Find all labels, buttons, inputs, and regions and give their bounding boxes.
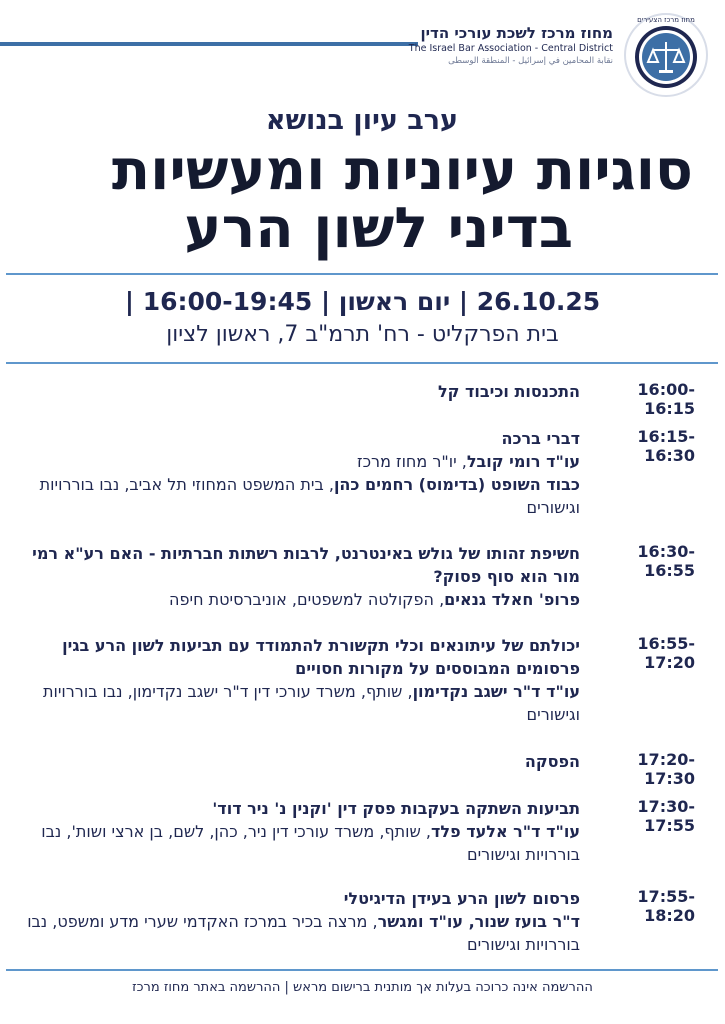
session-time: 16:30-16:55 — [637, 542, 695, 580]
speaker-name: פרופ' חאלד גנאים — [444, 590, 580, 609]
speaker-name: ד"ר בועז שנור, עו"ד ומגשר — [377, 912, 580, 931]
speaker-name: עו"ד ד"ר אלעד פלד — [431, 822, 580, 841]
speaker-line — [25, 820, 580, 866]
speaker-affiliation: , מרצה בכיר במרכז האקדמי שערי מדע ומשפט, נבו בוררויות וגישורים — [27, 912, 580, 954]
session-topic: יכולתם של עיתונאים וכלי תקשורת להתמודד עם תביעות לשון הרע בגין פרסומים המבוססים על מקורות חסויים — [62, 636, 580, 678]
session-topic: פרסום לשון הרע בעידן הדיגיטלי — [343, 889, 580, 908]
speaker-name: עו"ד ד"ר ישגב נקדימון — [412, 682, 580, 701]
event-eyebrow: ערב עיון בנושא — [265, 105, 458, 136]
speaker-line — [25, 450, 580, 473]
speaker-affiliation: , הפקולטה למשפטים, אוניברסיטת חיפה — [169, 590, 445, 609]
speaker-affiliation: , שותף, משרד עורכי דין ניר, כהן, לשם, בן ארצי ושות', נבו בוררויות וגישורים — [41, 822, 580, 864]
speaker-name: עו"ד רומי קובל — [466, 452, 580, 471]
session-time: 16:15-16:30 — [637, 427, 695, 465]
event-venue: בית הפרקליט - רח' תרמ"ב 7, ראשון לציון — [166, 322, 559, 347]
agenda-item — [25, 797, 695, 866]
speaker-line — [25, 588, 580, 611]
speaker-affiliation: , יו"ר מחוז מרכז — [357, 452, 467, 471]
session-time: 16:55-17:20 — [637, 634, 695, 672]
event-title-line2: בדיני לשון הרע — [184, 196, 573, 261]
logo-lettering: מחוז מרכז הצעירים — [637, 16, 695, 24]
session-time: 17:20-17:30 — [637, 750, 695, 788]
agenda-item — [25, 427, 695, 519]
agenda-item — [25, 887, 695, 956]
session-topic: דברי ברכה — [501, 429, 580, 448]
speaker-line — [25, 680, 580, 726]
speaker-affiliation: , בית המשפט המחוזי תל אביב, נבו בוררויות וגישורים — [39, 475, 580, 517]
session-topic: התכנסות וכיבוד קל — [437, 382, 580, 401]
divider-bottom — [6, 969, 718, 971]
registration-note: ההרשמה אינה כרוכה בעלות אך מותנית ברישום מראש | ההרשמה באתר מחוז מרכז — [132, 980, 593, 995]
agenda-item — [25, 750, 695, 788]
org-name-block — [409, 24, 613, 67]
org-name-hebrew: מחוז מרכז לשכת עורכי הדין — [420, 24, 613, 42]
org-name-english: The Israel Bar Association - Central District — [408, 43, 613, 54]
session-time: 17:55-18:20 — [637, 887, 695, 925]
event-dateline: 26.10.25 | יום ראשון | 16:00-19:45 | — [124, 287, 601, 316]
event-title-line1: סוגיות עיוניות ומעשיות — [111, 138, 693, 203]
speaker-line — [25, 910, 580, 956]
top-bar — [0, 0, 725, 70]
speaker-affiliation: , שותף, משרד עורכי דין ד"ר ישגב נקדימון, נבו בוררויות וגישורים — [42, 682, 580, 724]
session-topic: חשיפת זהותו של גולש באינטרנט, לרבות רשתות חברתיות - האם רע"א רמי מור הוא סוף פסוק? — [32, 544, 580, 586]
agenda-item — [25, 542, 695, 611]
divider-agenda — [6, 362, 718, 364]
session-time: 16:00-16:15 — [637, 380, 695, 418]
agenda-item — [25, 634, 695, 726]
session-topic: תביעות השתקה בעקבות פסק דין 'וקנין נ' ניר דוד' — [212, 799, 580, 818]
divider-top — [6, 273, 718, 275]
speaker-name: כבוד השופט (בדימוס) רחמים כהן — [333, 475, 580, 494]
speaker-line — [25, 473, 580, 519]
bar-association-logo — [623, 12, 709, 98]
agenda-item — [25, 380, 695, 418]
event-heading — [33, 104, 693, 261]
org-name-arabic: نقابة المحامين في إسرائيل - المنطقة الوسطى — [448, 56, 613, 66]
header-accent-line — [0, 42, 418, 46]
session-time: 17:30-17:55 — [637, 797, 695, 835]
session-topic: הפסקה — [524, 752, 580, 771]
